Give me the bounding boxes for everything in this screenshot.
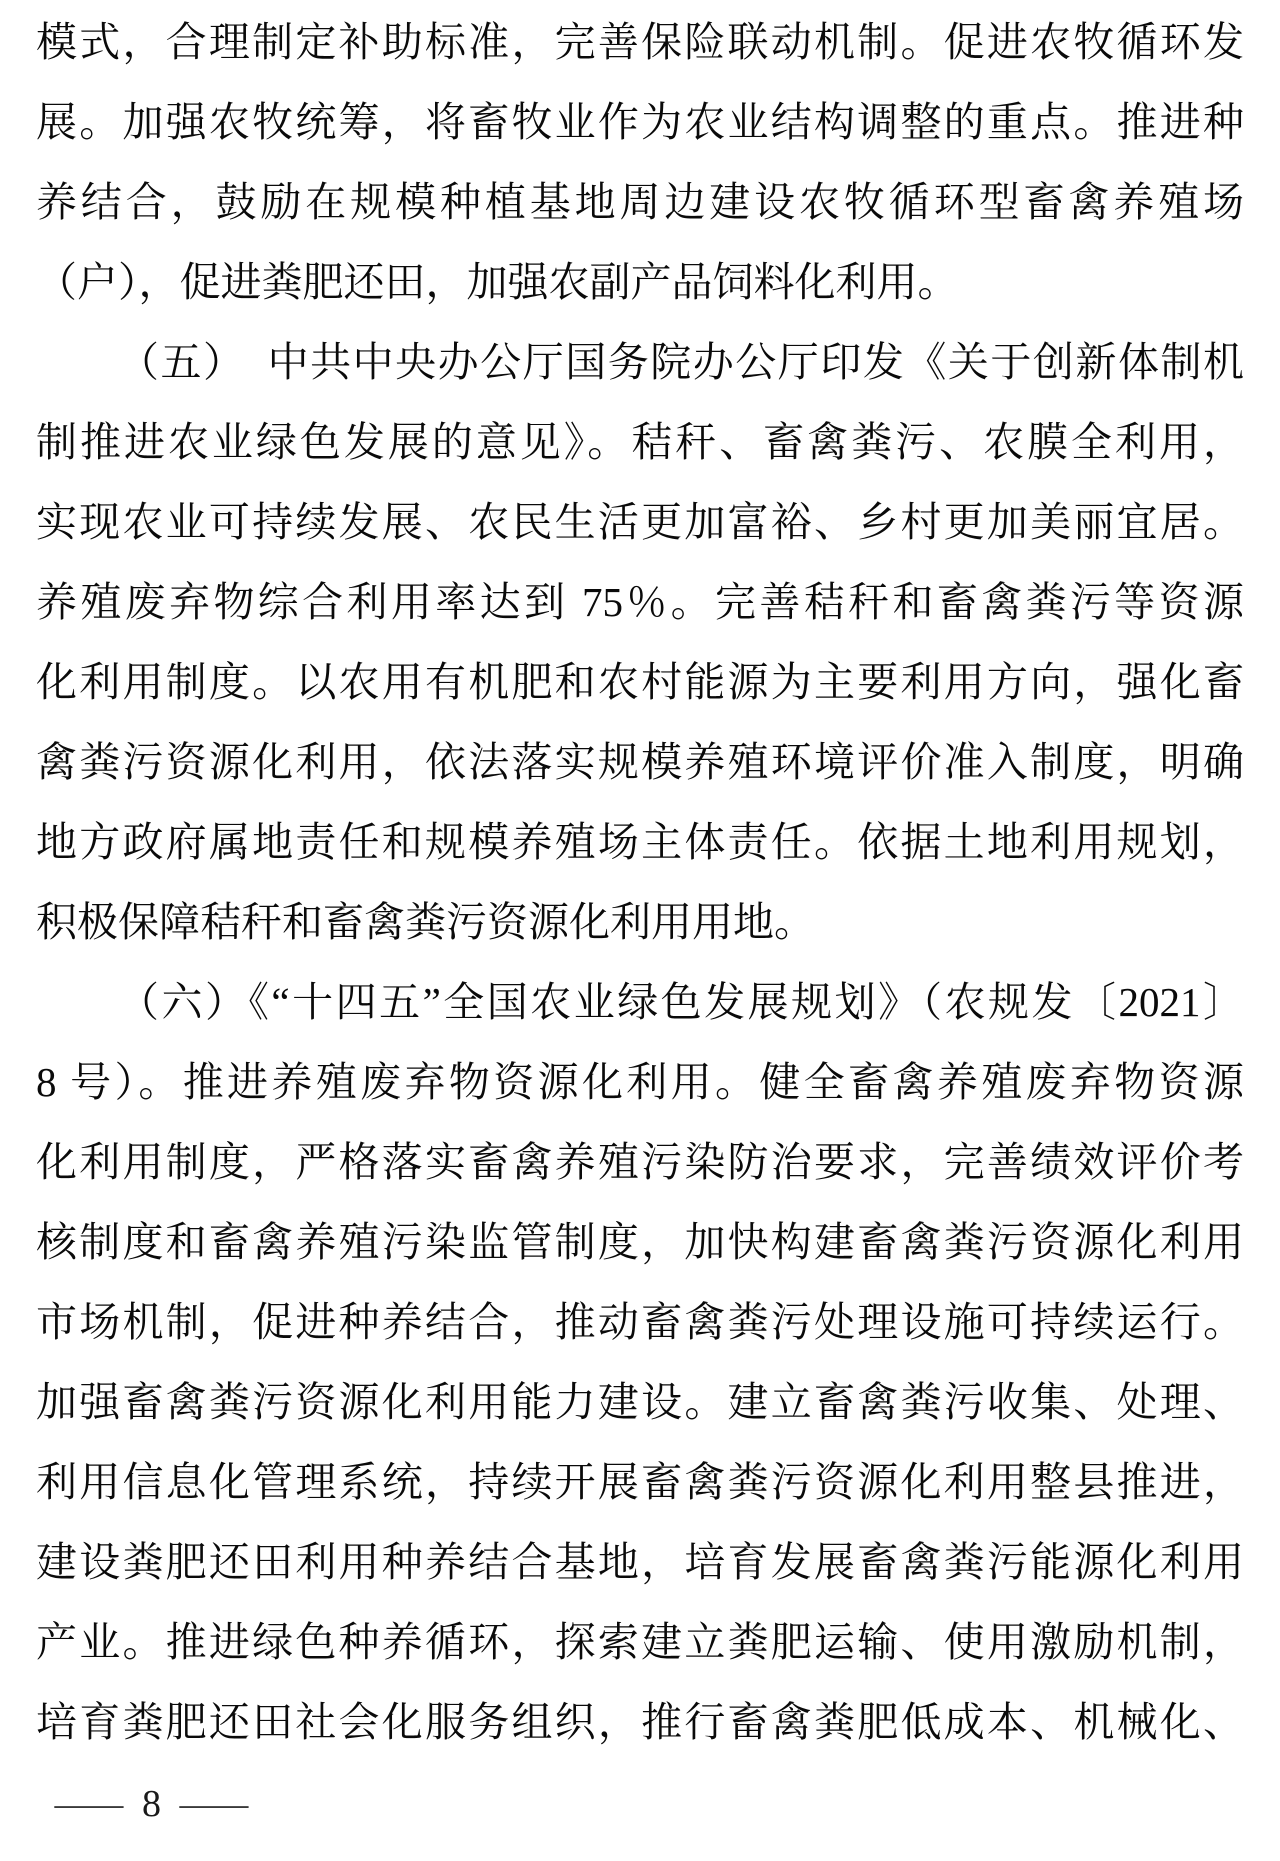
text-line: 实现农业可持续发展、农民生活更加富裕、乡村更加美丽宜居。: [36, 499, 1244, 545]
footer-dash-right: —: [179, 1783, 249, 1825]
text-line: 展。加强农牧统筹，将畜牧业作为农业结构调整的重点。推进种: [36, 99, 1244, 145]
text-line: 养结合，鼓励在规模种植基地周边建设农牧循环型畜禽养殖场: [36, 179, 1244, 225]
text-line: 市场机制，促进种养结合，推动畜禽粪污处理设施可持续运行。: [36, 1299, 1244, 1345]
page-number: 8: [142, 1783, 161, 1825]
paragraph-item-six: [36, 962, 1244, 1762]
text-line: 地方政府属地责任和规模养殖场主体责任。依据土地利用规划，: [36, 819, 1244, 865]
text-line: 养殖废弃物综合利用率达到 75％。完善秸秆和畜禽粪污等资源: [36, 579, 1244, 625]
text-line: （五） 中共中央办公厅国务院办公厅印发《关于创新体制机: [118, 339, 1244, 385]
text-line: （六）《“十四五”全国农业绿色发展规划》（农规发〔2021〕: [118, 979, 1244, 1025]
paragraph-item-five: [36, 322, 1244, 962]
text-line: 积极保障秸秆和畜禽粪污资源化利用用地。: [36, 899, 815, 945]
text-line: 加强畜禽粪污资源化利用能力建设。建立畜禽粪污收集、处理、: [36, 1379, 1244, 1425]
text-line: 制推进农业绿色发展的意见》。秸秆、畜禽粪污、农膜全利用，: [36, 419, 1244, 465]
text-line: 利用信息化管理系统，持续开展畜禽粪污资源化利用整县推进，: [36, 1459, 1244, 1505]
text-line: 模式，合理制定补助标准，完善保险联动机制。促进农牧循环发: [36, 19, 1244, 65]
footer-dash-left: —: [54, 1783, 124, 1825]
text-line: 核制度和畜禽养殖污染监管制度，加快构建畜禽粪污资源化利用: [36, 1219, 1244, 1265]
text-line: 化利用制度，严格落实畜禽养殖污染防治要求，完善绩效评价考: [36, 1139, 1244, 1185]
document-body: [36, 2, 1244, 1762]
text-line: 化利用制度。以农用有机肥和农村能源为主要利用方向，强化畜: [36, 659, 1244, 705]
paragraph-continuation: [36, 2, 1244, 322]
text-line: 禽粪污资源化利用，依法落实规模养殖环境评价准入制度，明确: [36, 739, 1244, 785]
text-line: 产业。推进绿色种养循环，探索建立粪肥运输、使用激励机制，: [36, 1619, 1244, 1665]
text-line: 8 号）。推进养殖废弃物资源化利用。健全畜禽养殖废弃物资源: [36, 1059, 1244, 1105]
page-footer: [54, 1782, 249, 1826]
text-line: （户），促进粪肥还田，加强农副产品饲料化利用。: [36, 259, 959, 305]
text-line: 培育粪肥还田社会化服务组织，推行畜禽粪肥低成本、机械化、: [36, 1699, 1244, 1745]
text-line: 建设粪肥还田利用种养结合基地，培育发展畜禽粪污能源化利用: [36, 1539, 1244, 1585]
